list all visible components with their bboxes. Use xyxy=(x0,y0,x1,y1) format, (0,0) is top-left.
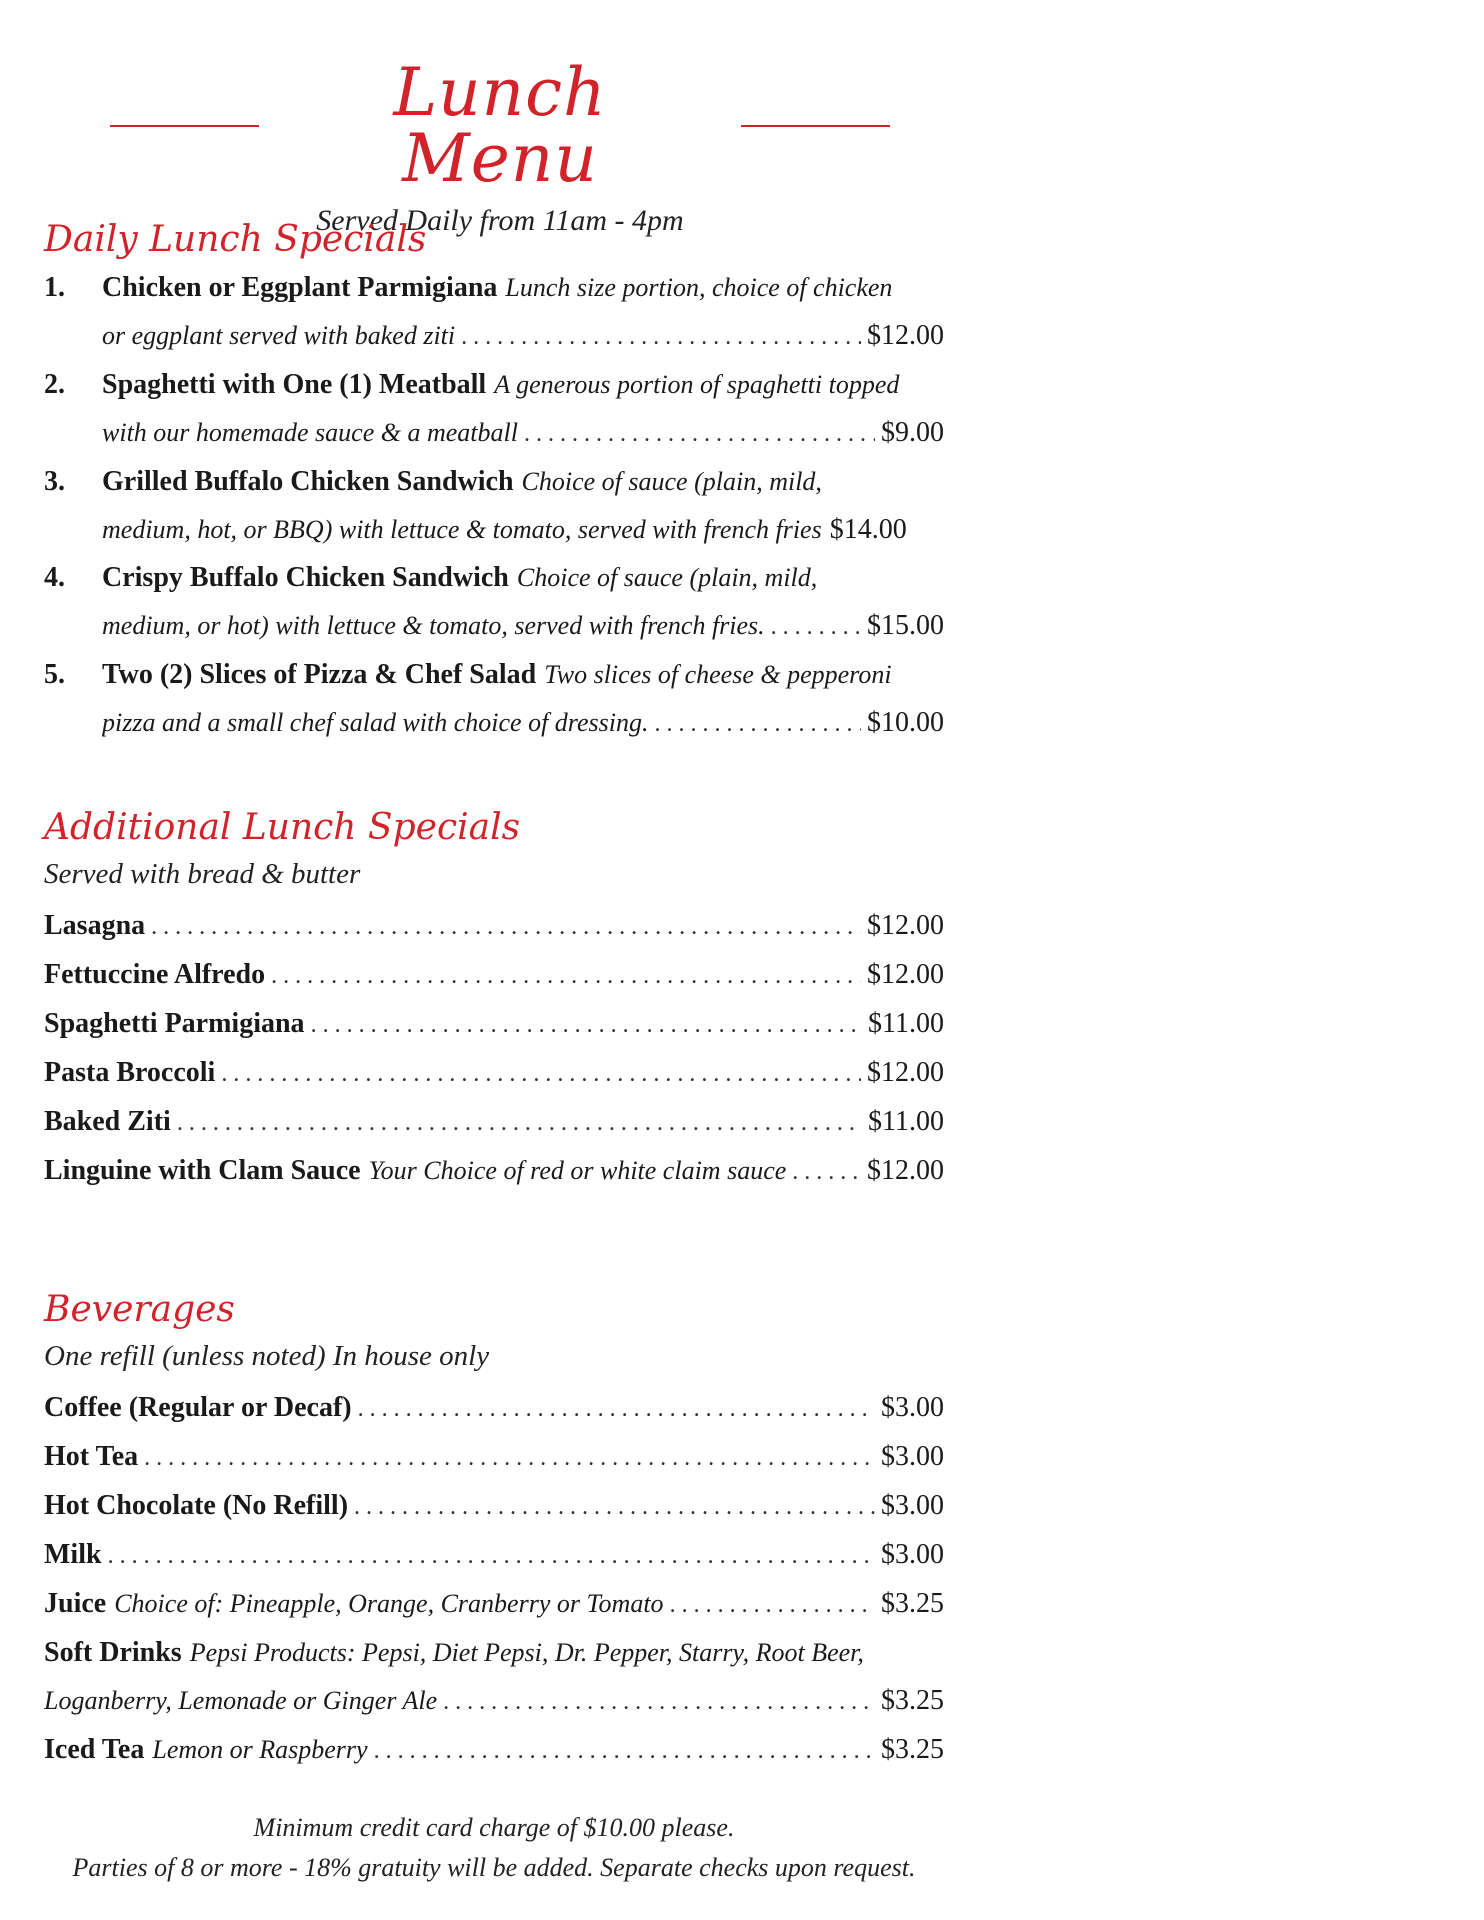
title-rule-left xyxy=(110,125,259,127)
item-description: with our homemade sauce & a meatball xyxy=(102,418,518,447)
item-name: Coffee (Regular or Decaf) xyxy=(44,1392,352,1423)
item-name: Spaghetti with One (1) Meatball xyxy=(102,369,487,400)
item-name: Chicken or Eggplant Parmigiana xyxy=(102,272,498,303)
item-name: Hot Tea xyxy=(44,1441,139,1472)
item-price: $14.00 xyxy=(829,514,907,545)
menu-item xyxy=(44,1629,944,1677)
item-description: Pepsi Products: Pepsi, Diet Pepsi, Dr. Pepper, Starry, Root Beer, xyxy=(189,1638,864,1667)
item-name: Milk xyxy=(44,1539,102,1570)
section-note: Served with bread & butter xyxy=(44,858,361,890)
item-price: $3.00 xyxy=(881,1392,944,1423)
item-price: $3.25 xyxy=(881,1734,944,1765)
item-description: Choice of sauce (plain, mild, xyxy=(521,467,822,496)
dot-leader xyxy=(771,603,861,651)
item-price: $12.00 xyxy=(867,320,944,351)
item-description: Your Choice of red or white claim sauce xyxy=(368,1156,787,1185)
section-title: Additional Lunch Specials xyxy=(44,807,521,848)
item-price: $3.25 xyxy=(881,1685,944,1716)
item-number: 4. xyxy=(44,562,65,593)
menu-item xyxy=(44,1433,944,1482)
dot-leader xyxy=(144,1434,875,1482)
menu-item xyxy=(44,951,944,1000)
menu-footer xyxy=(44,1808,944,1888)
menu-item xyxy=(44,1098,944,1147)
daily-special-item xyxy=(44,361,944,458)
item-description: or eggplant served with baked ziti xyxy=(102,321,456,350)
section-note: One refill (unless noted) In house only xyxy=(44,1340,490,1372)
item-number: 3. xyxy=(44,466,65,497)
item-name: Two (2) Slices of Pizza & Chef Salad xyxy=(102,659,537,690)
item-description: Loganberry, Lemonade or Ginger Ale xyxy=(44,1686,438,1715)
item-price: $12.00 xyxy=(867,1057,944,1088)
item-price: $9.00 xyxy=(881,417,944,448)
dot-leader xyxy=(177,1099,862,1147)
item-price: $3.25 xyxy=(881,1588,944,1619)
item-name: Pasta Broccoli xyxy=(44,1057,216,1088)
item-description: Two slices of cheese & pepperoni xyxy=(544,660,892,689)
menu-item xyxy=(44,1482,944,1531)
item-price: $3.00 xyxy=(881,1441,944,1472)
item-price: $12.00 xyxy=(867,959,944,990)
dot-leader xyxy=(108,1532,875,1580)
title-rule-right xyxy=(741,125,890,127)
footer-gratuity-note: Parties of 8 or more - 18% gratuity will be added. Separate checks upon request. xyxy=(72,1853,916,1882)
dot-leader xyxy=(443,1678,875,1726)
item-name: Spaghetti Parmigiana xyxy=(44,1008,305,1039)
dot-leader xyxy=(311,1001,862,1049)
dot-leader xyxy=(524,410,875,458)
title-row xyxy=(110,54,890,197)
item-price: $11.00 xyxy=(868,1106,944,1137)
dot-leader xyxy=(358,1385,875,1433)
daily-special-item xyxy=(44,651,944,748)
item-description: pizza and a small chef salad with choice of dressing. xyxy=(102,708,649,737)
menu-subtitle: Served Daily from 11am - 4pm xyxy=(316,204,684,237)
dot-leader xyxy=(374,1727,875,1775)
section-title: Daily Lunch Specials xyxy=(44,219,427,260)
menu-item xyxy=(44,1147,944,1196)
daily-special-item xyxy=(44,264,944,361)
item-number: 2. xyxy=(44,369,65,400)
item-price: $3.00 xyxy=(881,1539,944,1570)
dot-leader xyxy=(271,952,861,1000)
dot-leader xyxy=(792,1148,861,1196)
menu-item xyxy=(44,1000,944,1049)
item-price: $11.00 xyxy=(868,1008,944,1039)
menu-item-continuation xyxy=(44,1677,944,1726)
menu-item xyxy=(44,902,944,951)
item-name: Crispy Buffalo Chicken Sandwich xyxy=(102,562,509,593)
item-description: Lunch size portion, choice of chicken xyxy=(505,273,893,302)
item-number: 1. xyxy=(44,272,65,303)
dot-leader xyxy=(670,1581,875,1629)
menu-item xyxy=(44,1580,944,1629)
dot-leader xyxy=(461,313,861,361)
item-name: Lasagna xyxy=(44,910,146,941)
daily-special-item xyxy=(44,554,944,651)
section-title: Beverages xyxy=(44,1289,235,1330)
item-description: A generous portion of spaghetti topped xyxy=(494,370,900,399)
item-name: Baked Ziti xyxy=(44,1106,171,1137)
dot-leader xyxy=(221,1050,861,1098)
item-price: $10.00 xyxy=(867,707,944,738)
menu-item xyxy=(44,1384,944,1433)
beverages-section xyxy=(44,1289,944,1775)
item-name: Fettuccine Alfredo xyxy=(44,959,266,990)
item-name: Juice xyxy=(44,1588,107,1619)
item-description: Lemon or Raspberry xyxy=(152,1735,368,1764)
item-number: 5. xyxy=(44,659,65,690)
item-description: Choice of sauce (plain, mild, xyxy=(516,563,818,592)
menu-item xyxy=(44,1049,944,1098)
item-price: $3.00 xyxy=(881,1490,944,1521)
item-price: $12.00 xyxy=(867,1155,944,1186)
menu-header xyxy=(110,54,890,238)
item-name: Grilled Buffalo Chicken Sandwich xyxy=(102,466,514,497)
menu-item xyxy=(44,1531,944,1580)
dot-leader xyxy=(354,1483,875,1531)
item-name: Soft Drinks xyxy=(44,1637,182,1668)
item-description: Choice of: Pineapple, Orange, Cranberry or Tomato xyxy=(114,1589,664,1618)
menu-title: Lunch Menu xyxy=(393,54,607,197)
item-name: Linguine with Clam Sauce xyxy=(44,1155,361,1186)
daily-special-item xyxy=(44,458,944,554)
item-price: $12.00 xyxy=(867,910,944,941)
footer-credit-card-note: Minimum credit card charge of $10.00 please. xyxy=(253,1813,735,1842)
dot-leader xyxy=(151,903,861,951)
item-name: Iced Tea xyxy=(44,1734,145,1765)
item-name: Hot Chocolate (No Refill) xyxy=(44,1490,349,1521)
menu-item xyxy=(44,1726,944,1775)
item-description: medium, or hot) with lettuce & tomato, served with french fries. xyxy=(102,611,765,640)
item-price: $15.00 xyxy=(867,610,944,641)
item-description: medium, hot, or BBQ) with lettuce & tomato, served with french fries xyxy=(102,515,822,544)
additional-specials-section xyxy=(44,807,944,1196)
dot-leader xyxy=(654,700,861,748)
